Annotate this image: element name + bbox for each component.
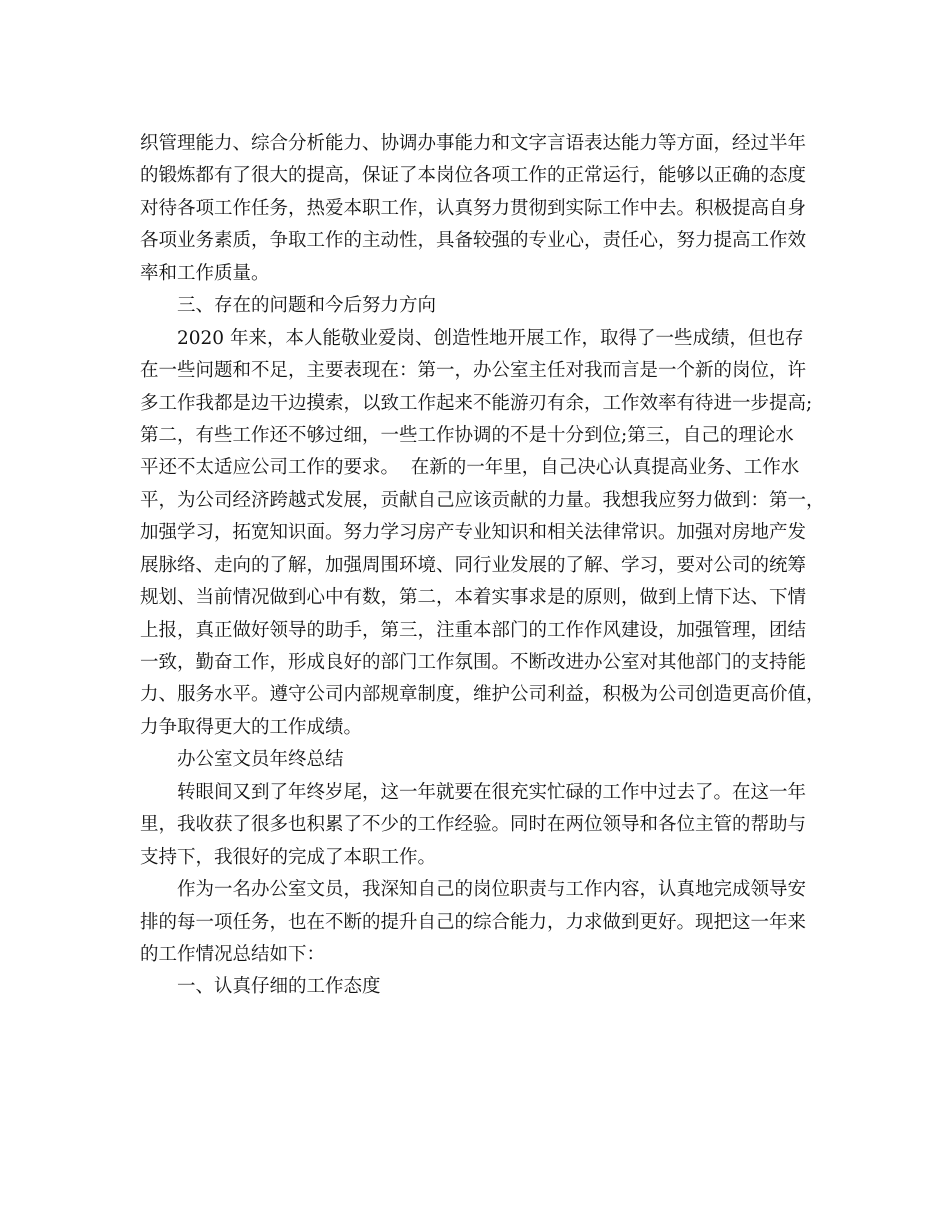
text-line: 多工作我都是边干边摸索，以致工作起来不能游刃有余，工作效率有待进一步提高; bbox=[140, 392, 813, 414]
text-line: 支持下，我很好的完成了本职工作。 bbox=[140, 846, 437, 868]
document-body bbox=[140, 128, 830, 1004]
text-line: 2020 年来，本人能敬业爱岗、创造性地开展工作，取得了一些成绩，但也存 bbox=[177, 327, 804, 349]
text-line: 率和工作质量。 bbox=[140, 262, 270, 284]
text-line: 加强学习，拓宽知识面。努力学习房产专业知识和相关法律常识。加强对房地产发 bbox=[140, 522, 807, 544]
text-line: 一致，勤奋工作，形成良好的部门工作氛围。不断改进办公室对其他部门的支持能 bbox=[140, 652, 807, 673]
text-line: 对待各项工作任务，热爱本职工作，认真努力贯彻到实际工作中去。积极提高自身 bbox=[140, 197, 807, 219]
text-line: 里，我收获了很多也积累了不少的工作经验。同时在两位领导和各位主管的帮助与 bbox=[140, 814, 807, 836]
text-line: 作为一名办公室文员，我深知自己的岗位职责与工作内容，认真地完成领导安 bbox=[177, 879, 807, 901]
text-line: 上报，真正做好领导的助手，第三，注重本部门的工作作风建设，加强管理，团结 bbox=[140, 619, 807, 641]
text-line: 转眼间又到了年终岁尾，这一年就要在很充实忙碌的工作中过去了。在这一年 bbox=[177, 781, 807, 803]
text-line: 平，为公司经济跨越式发展，贡献自己应该贡献的力量。我想我应努力做到：第一， bbox=[140, 489, 825, 511]
text-line: 力争取得更大的工作成绩。 bbox=[140, 716, 363, 738]
text-line: 一、认真仔细的工作态度 bbox=[177, 976, 381, 998]
text-line: 三、存在的问题和今后努力方向 bbox=[177, 295, 437, 317]
text-line: 第二，有些工作还不够过细，一些工作协调的不是十分到位;第三，自己的理论水 bbox=[140, 424, 794, 446]
text-line: 排的每一项任务，也在不断的提升自己的综合能力，力求做到更好。现把这一年来 bbox=[140, 911, 807, 933]
text-line: 力、服务水平。遵守公司内部规章制度，维护公司利益，积极为公司创造更高价值， bbox=[140, 684, 825, 706]
text-line: 平还不太适应公司工作的要求。 在新的一年里，自己决心认真提高业务、工作水 bbox=[140, 457, 800, 479]
text-line: 织管理能力、综合分析能力、协调办事能力和文字言语表达能力等方面，经过半年 bbox=[140, 133, 807, 154]
text-line: 办公室文员年终总结 bbox=[177, 749, 344, 771]
text-line: 各项业务素质，争取工作的主动性，具备较强的专业心，责任心，努力提高工作效 bbox=[140, 230, 807, 252]
text-line: 的工作情况总结如下： bbox=[140, 943, 326, 965]
text-line: 规划、当前情况做到心中有数，第二，本着实事求是的原则，做到上情下达、下情 bbox=[140, 587, 807, 609]
text-line: 展脉络、走向的了解，加强周围环境、同行业发展的了解、学习，要对公司的统筹 bbox=[140, 554, 807, 576]
text-line: 在一些问题和不足，主要表现在：第一，办公室主任对我而言是一个新的岗位，许 bbox=[140, 360, 807, 382]
text-line: 的锻炼都有了很大的提高，保证了本岗位各项工作的正常运行，能够以正确的态度 bbox=[140, 165, 807, 187]
